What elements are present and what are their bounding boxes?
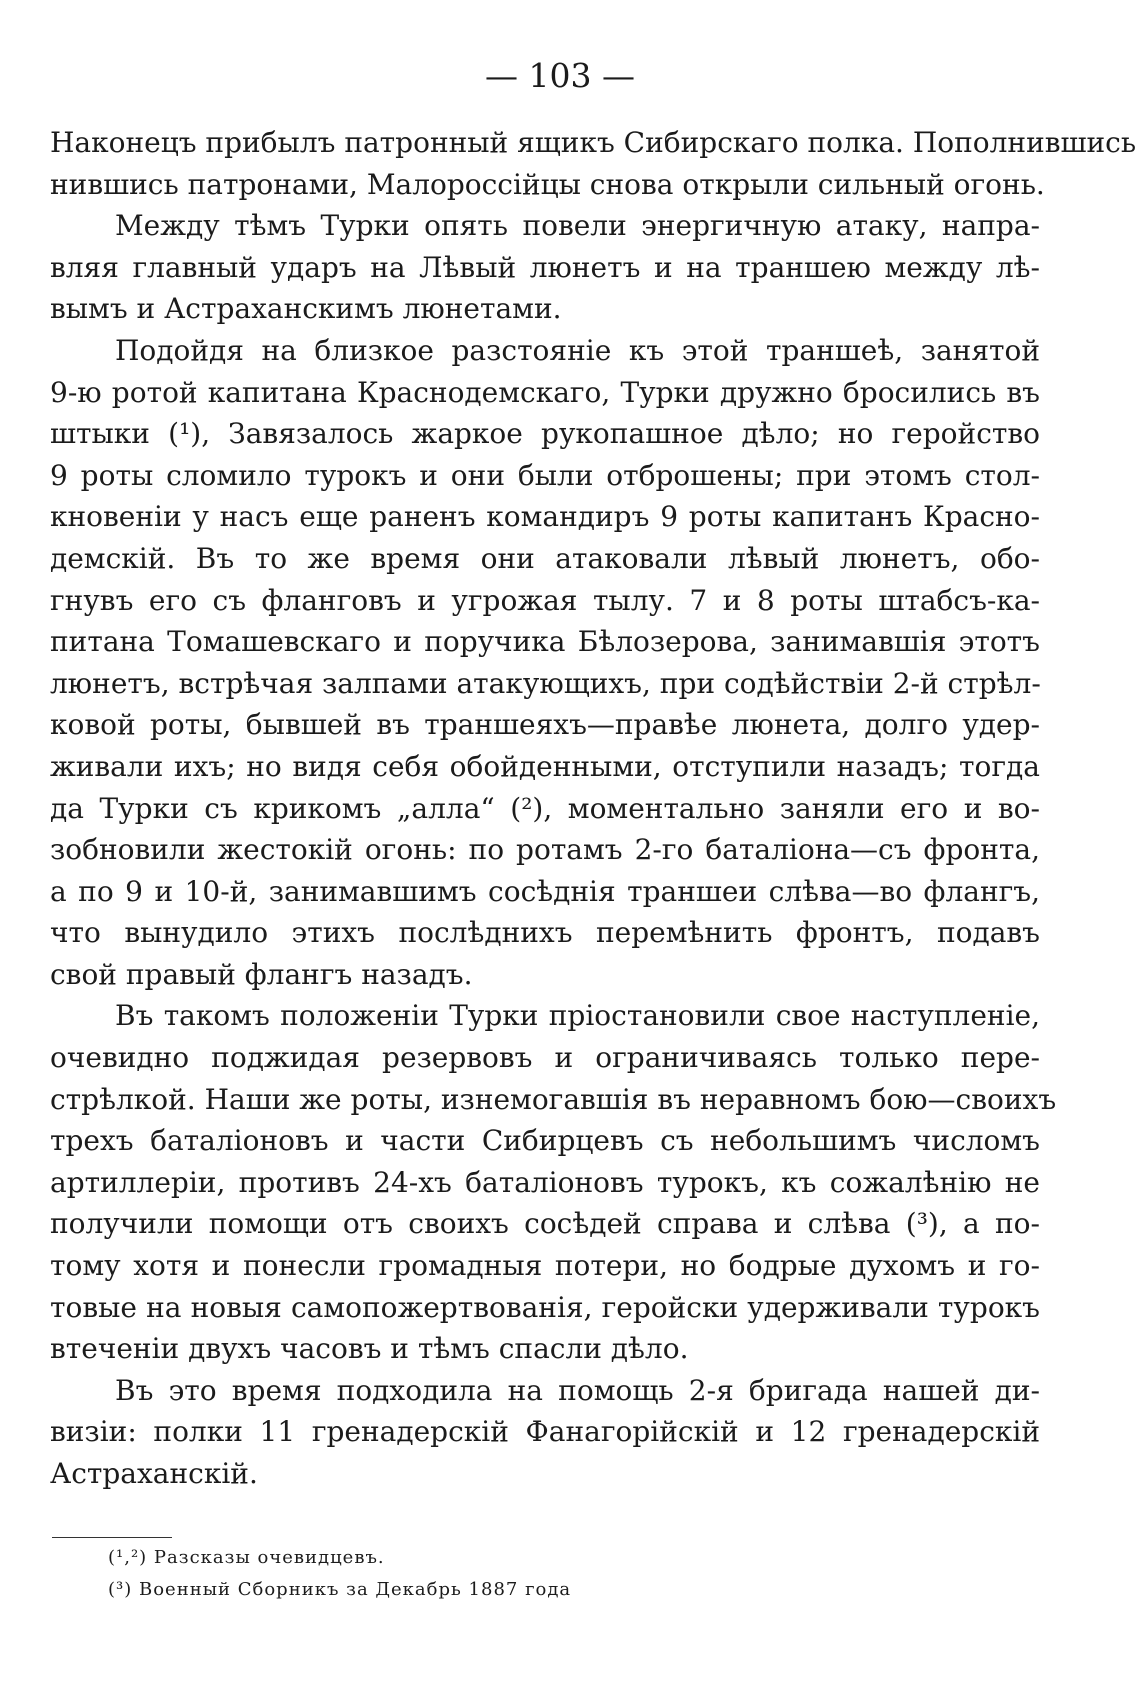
footnote-2: (³) Военный Сборникъ за Декабрь 1887 года — [108, 1579, 572, 1600]
paragraph-2 — [50, 205, 1040, 330]
text-line: что вынудило этихъ послѣднихъ перемѣнить фронтъ, подавъ — [50, 916, 1040, 950]
text-line: гнувъ его съ фланговъ и угрожая тылу. 7 и 8 роты штабсъ-ка- — [50, 583, 1040, 617]
text-line: зобновили жестокій огонь: по ротамъ 2-го баталіона—съ фронта, — [50, 833, 1040, 867]
text-line: а по 9 и 10-й, занимавшимъ сосѣднія траншеи слѣва—во флангъ, — [50, 874, 1040, 908]
text-line: свой правый флангъ назадъ. — [50, 957, 473, 991]
text-line: Подойдя на близкое разстояніе къ этой траншеѣ, занятой — [115, 333, 1040, 367]
paragraph-4 — [50, 995, 1057, 1369]
text-line: втеченіи двухъ часовъ и тѣмъ спасли дѣло. — [50, 1332, 689, 1366]
text-line: стрѣлкой. Наши же роты, изнемогавшія въ неравномъ бою—своихъ — [50, 1082, 1057, 1116]
text-line: питана Томашевскаго и поручика Бѣлозерова, занимавшія этотъ — [50, 625, 1040, 659]
body-text — [50, 122, 1137, 1495]
text-line: нившись патронами, Малороссійцы снова открыли сильный огонь. — [50, 167, 1045, 201]
text-line: товые на новыя самопожертвованія, геройски удерживали турокъ — [50, 1290, 1040, 1324]
text-line: получили помощи отъ своихъ сосѣдей справа и слѣва (³), а по- — [50, 1207, 1040, 1241]
text-line: вымъ и Астраханскимъ люнетами. — [50, 292, 562, 326]
page-number: — 103 — — [485, 56, 635, 95]
text-line: да Турки съ крикомъ „алла“ (²), моментально заняли его и во- — [50, 791, 1040, 825]
text-line: артиллеріи, противъ 24-хъ баталіоновъ турокъ, къ сожалѣнію не — [50, 1165, 1040, 1199]
paragraph-5 — [50, 1370, 1040, 1495]
text-line: Астраханскій. — [50, 1457, 258, 1490]
text-line: 9-ю ротой капитана Краснодемскаго, Турки дружно бросились въ — [50, 375, 1040, 409]
text-line: люнетъ, встрѣчая залпами атакующихъ, при содѣйствіи 2-й стрѣл- — [50, 666, 1041, 700]
text-line: визіи: полки 11 гренадерскій Фанагорійскій и 12 гренадерскій — [50, 1415, 1040, 1449]
text-line: Въ такомъ положеніи Турки пріостановили свое наступленіе, — [115, 999, 1040, 1033]
footnote-divider — [52, 1537, 172, 1538]
text-line: очевидно поджидая резервовъ и ограничиваясь только пере- — [50, 1041, 1040, 1075]
text-line: Въ это время подходила на помощь 2-я бригада нашей ди- — [115, 1373, 1040, 1407]
text-line: демскій. Въ то же время они атаковали лѣвый люнетъ, обо- — [50, 541, 1040, 575]
text-line: ковой роты, бывшей въ траншеяхъ—правѣе люнета, долго удер- — [50, 708, 1040, 742]
text-line: кновеніи у насъ еще раненъ командиръ 9 роты капитанъ Красно- — [50, 500, 1040, 534]
footnotes — [108, 1542, 1008, 1606]
text-line: живали ихъ; но видя себя обойденными, отступили назадъ; тогда — [50, 749, 1040, 783]
text-line: вляя главный ударъ на Лѣвый люнетъ и на траншею между лѣ- — [50, 250, 1040, 284]
text-line: 9 роты сломило турокъ и они были отброшены; при этомъ стол- — [50, 458, 1040, 492]
paragraph-1 — [50, 122, 1137, 205]
text-line: Между тѣмъ Турки опять повели энергичную атаку, напра- — [115, 209, 1040, 243]
text-line: Наконецъ прибылъ патронный ящикъ Сибирскаго полка. Пополнившись — [50, 126, 1137, 159]
text-line: трехъ баталіоновъ и части Сибирцевъ съ небольшимъ числомъ — [50, 1124, 1040, 1158]
text-line: тому хотя и понесли громадныя потери, но бодрые духомъ и го- — [50, 1249, 1040, 1283]
text-line: штыки (¹), Завязалось жаркое рукопашное дѣло; но геройство — [50, 417, 1040, 451]
paragraph-3 — [50, 330, 1040, 996]
footnote-1: (¹,²) Разсказы очевидцевъ. — [108, 1547, 385, 1568]
